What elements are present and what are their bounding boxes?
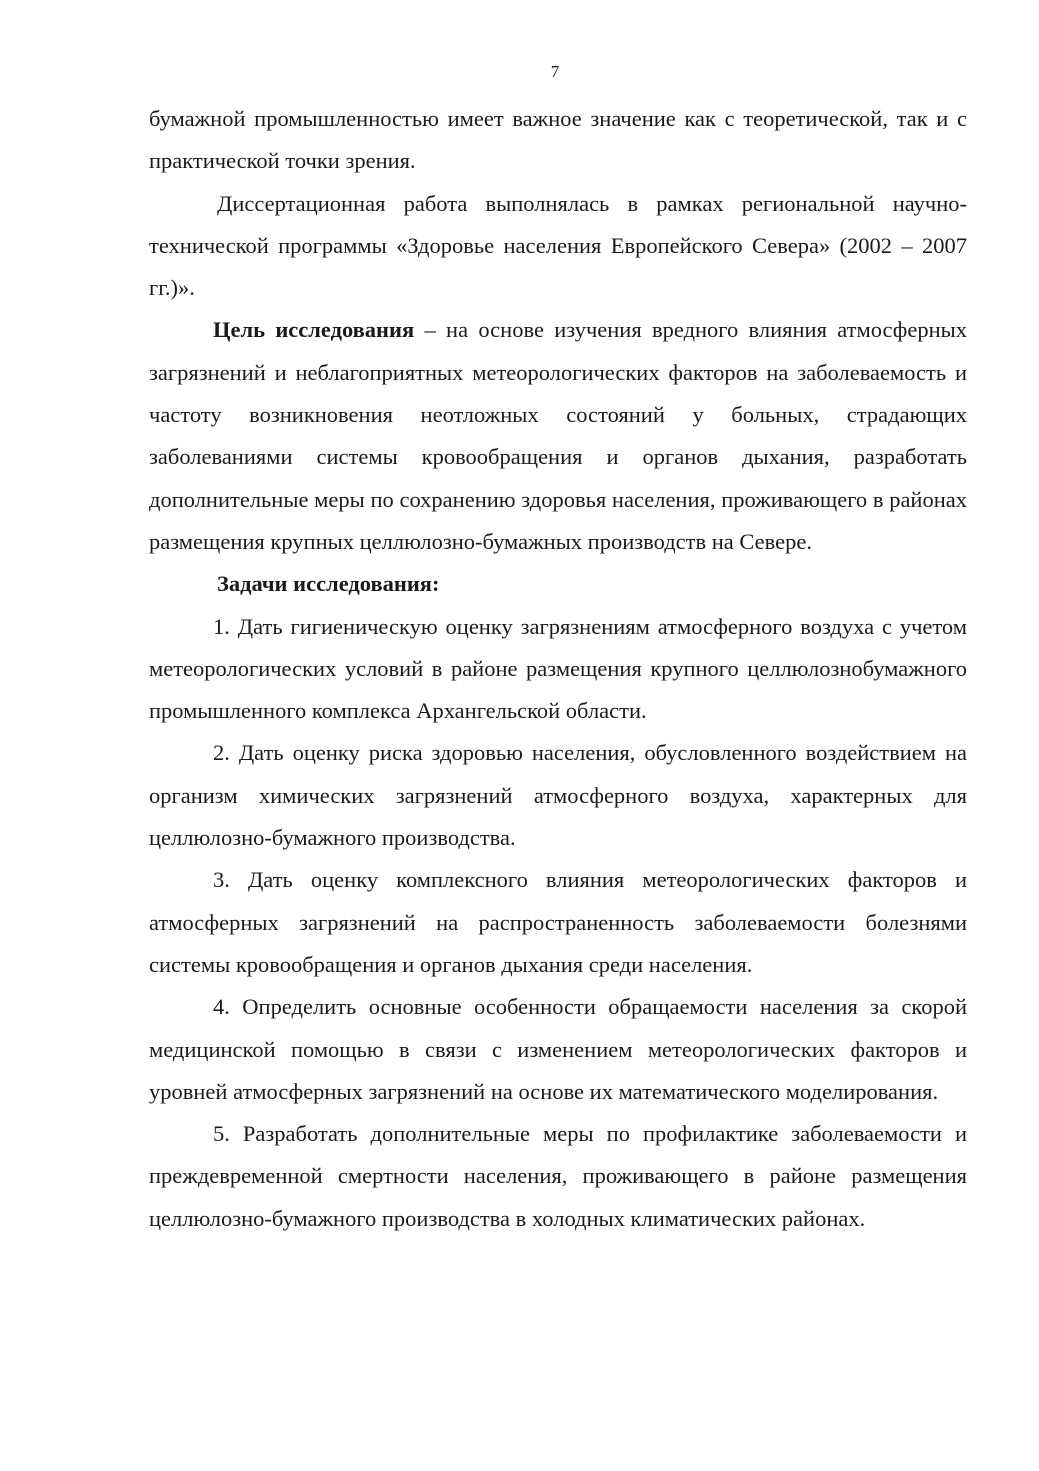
paragraph-continuation: бумажной промышленностью имеет важное значение как с теоретической, так и с практической точки зрения. — [149, 106, 967, 174]
paragraph-program: Диссертационная работа выполнялась в рамках региональной научно-технической программы «Здоровье населения Европейского Севера» (2002 – 2007 гг.)». — [149, 190, 967, 301]
paragraph-goal — [149, 309, 967, 563]
goal-label: Цель исследования — [213, 317, 415, 343]
body-text — [149, 98, 967, 1240]
tasks-heading: Задачи исследования: — [217, 571, 440, 597]
task-item-1: 1. Дать гигиеническую оценку загрязнениям атмосферного воздуха с учетом метеорологических условий в районе размещения крупного целлюлознобумажного промышленного комплекса Архангельской области. — [149, 613, 967, 724]
task-item-4: 4. Определить основные особенности обращаемости населения за скорой медицинской помощью в связи с изменением метеорологических факторов и уровней атмосферных загрязнений на основе их математического моделирования. — [149, 994, 967, 1104]
task-item-3: 3. Дать оценку комплексного влияния метеорологических факторов и атмосферных загрязнений на распространенность заболеваемости болезнями системы кровообращения и органов дыхания среди населения. — [149, 867, 967, 977]
task-item-5: 5. Разработать дополнительные меры по профилактике заболеваемости и преждевременной смертности населения, проживающего в районе размещения целлюлозно-бумажного производства в холодных климатических районах. — [149, 1121, 967, 1231]
task-item-2: 2. Дать оценку риска здоровью населения, обусловленного воздействием на организм химических загрязнений атмосферного воздуха, характерных для целлюлозно-бумажного производства. — [149, 740, 967, 851]
goal-text: – на основе изучения вредного влияния атмосферных загрязнений и неблагоприятных метеорологических факторов на заболеваемость и частоту возникновения неотложных состояний у больных, страдающих заболеваниями системы кровообращения и органов дыхания, разработать дополнительные меры по сохранению здоровья населения, проживающего в районах размещения крупных целлюлозно-бумажных производств на Севере. — [149, 317, 967, 554]
page-number: 7 — [550, 62, 560, 81]
